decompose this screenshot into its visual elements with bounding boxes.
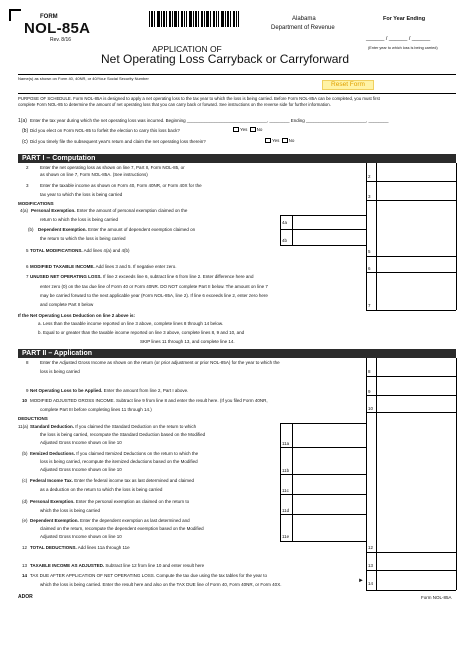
line2-rule: [366, 181, 456, 182]
part1-box-column-right: [456, 163, 457, 310]
line7-bold: UNUSED NET OPERATING LOSS.: [30, 274, 102, 279]
line3-input[interactable]: [377, 190, 456, 200]
ded-box-left: [280, 423, 281, 541]
line12-box-label: 12: [368, 545, 374, 550]
line12-bold: TOTAL DEDUCTIONS.: [30, 545, 77, 550]
q1b-no-checkbox[interactable]: [250, 127, 256, 132]
line12-num: 12: [22, 545, 28, 550]
line11c-text-1: [30, 478, 194, 483]
line13-text-rest: Subtract line 12 from line 10 and enter result here: [104, 563, 205, 568]
line5-num: 5: [26, 248, 29, 253]
q1b-yes-label: Yes: [240, 127, 248, 132]
q1c-yes-label: Yes: [272, 138, 280, 143]
name-ssn-input[interactable]: [18, 81, 456, 92]
line7-text-1: [30, 274, 253, 279]
line11a-input[interactable]: [293, 437, 366, 447]
line11c-input[interactable]: [293, 484, 366, 494]
line4a-text-2: return to which the loss is being carried: [40, 217, 119, 222]
line8-input[interactable]: [377, 366, 456, 376]
line4b-text-2: the return to which the loss is being carried: [40, 236, 126, 241]
line11b-rule: [280, 474, 366, 475]
line11c-rule: [280, 494, 366, 495]
line10-num: 10: [22, 398, 28, 403]
line11c-bold: Federal Income Tax.: [30, 478, 73, 483]
q1b-yes-checkbox[interactable]: [233, 127, 239, 132]
modifications-label: MODIFICATIONS: [18, 201, 54, 206]
line13-input[interactable]: [377, 560, 456, 570]
q1c-yes-checkbox[interactable]: [265, 138, 271, 143]
q1c-options: [264, 138, 294, 143]
line11e-rule: [280, 541, 366, 542]
q1b-no-label: No: [256, 127, 263, 132]
if-nol-skip: SKIP lines 11 through 13, and complete line 14.: [140, 339, 235, 344]
q1b-options: [232, 127, 262, 132]
if-nol-label: If the Net Operating Loss Deduction on line 2 above is:: [18, 313, 136, 318]
line9-box-label: 9: [368, 389, 371, 394]
line11d-text-2: which the loss is being carried: [40, 508, 101, 513]
if-nol-a: a. Less than the taxable income reported on line 3 above, complete lines 8 through 14 below.: [38, 321, 224, 326]
line4b-rule: [280, 245, 366, 246]
line14-box-label: 14: [368, 581, 374, 586]
line8-box-label: 8: [368, 369, 371, 374]
line5-bold: TOTAL MODIFICATIONS.: [30, 248, 83, 253]
line9-bold: Net Operating Loss to be Applied.: [30, 388, 103, 393]
mod-box-left: [280, 215, 281, 245]
line8-rule: [366, 376, 456, 377]
line11e-text-3: Adjusted Gross Income shown on line 10: [40, 534, 122, 539]
name-ssn-label: Name(s) as shown on Form 40, 40NR, or 40/Your Social Security Number: [18, 76, 149, 81]
line11b-text-1: [30, 451, 198, 456]
revision-date: Rev. 8/16: [50, 37, 72, 43]
line13-rule: [366, 570, 456, 571]
line14-text-1: TAX DUE AFTER APPLICATION OF NET OPERATING LOSS. Compute the tax due using the tax tables for the year to: [30, 573, 268, 578]
line11b-text-2: loss is being carried, recompute the itemized deductions based on the Modified: [40, 459, 198, 464]
line6-text-rest: Add lines 3 and 5. If negative enter zero.: [94, 264, 177, 269]
line11e-text-1: [30, 518, 190, 523]
line11d-rule: [280, 514, 366, 515]
line6-num: 6: [26, 264, 29, 269]
part2-box-column-right: [456, 358, 457, 590]
line11a-bold: Standard Deduction.: [30, 424, 75, 429]
department-name: Department of Revenue: [271, 25, 335, 31]
line11b-text-rest: If you claimed Itemized Deductions on the return to which the: [75, 451, 199, 456]
barcode: [148, 10, 240, 28]
line10-rule: [366, 412, 456, 413]
line2-num: 2: [26, 165, 29, 170]
form-title: Net Operating Loss Carryback or Carryforward: [101, 52, 350, 66]
line2-input[interactable]: [377, 171, 456, 181]
form-word: FORM: [40, 14, 58, 20]
line8-text-2: loss is being carried: [40, 369, 80, 374]
line11c-text-rest: Enter the federal income tax as last determined and claimed: [72, 478, 195, 483]
line11c-box-label: 11c: [282, 488, 289, 493]
corner-mark: [9, 9, 21, 21]
line9-rule: [366, 395, 456, 396]
line2-text-2: as shown on line 7, Form NOL-85A. (See instructions): [40, 172, 148, 177]
line12-text-rest: Add lines 11a through 11e: [76, 545, 130, 550]
line8-num: 8: [26, 360, 29, 365]
name-bottom-line: [18, 93, 456, 94]
line4a-num: 4(a): [20, 208, 29, 213]
line2-text-1: Enter the net operating loss as shown on line 7, Part II, Form NOL-85, or: [40, 165, 185, 170]
line11a-box-label: 11a: [282, 441, 290, 446]
line4b-input[interactable]: [293, 230, 366, 244]
q1c-text: Did you timely file the subsequent year's return and claim the net operating loss therein?: [30, 139, 206, 144]
line4a-bold: Personal Exemption.: [31, 208, 76, 213]
line7-text-3: may be carried forward to the next applicable year (Form NOL-85A, line 2). If line 6 exceeds line 2, enter zero here: [40, 293, 268, 298]
line11e-text-2: claimed on the return, recompute the dependent exemption based on the Modified: [40, 526, 204, 531]
line6-rule: [366, 272, 456, 273]
line7-input[interactable]: [377, 298, 456, 310]
line11d-num: (d): [22, 499, 28, 504]
footer-right: Form NOL-85A: [421, 595, 452, 600]
line3-text-1: Enter the taxable income as shown on Form 40, Form 40NR, or Form 40X for the: [40, 183, 202, 188]
line3-num: 3: [26, 183, 29, 188]
application-of: APPLICATION OF: [152, 44, 222, 54]
part1-box-column-left: [366, 163, 367, 310]
line7-rule: [366, 310, 456, 311]
line7-text-4: and complete Part II below: [40, 302, 94, 307]
line9-num: 9: [26, 388, 29, 393]
line11a-text-2: the loss is being carried, recompute the Standard Deduction based on the Modified: [40, 432, 206, 437]
line3-rule: [366, 200, 456, 201]
q1b-text: Did you elect on Form NOL-85 to forfeit the election to carry this loss back?: [30, 128, 180, 133]
form-number: NOL-85A: [24, 20, 91, 37]
line4a-box-label: 4a: [282, 220, 288, 225]
line4b-text-1: [38, 227, 195, 232]
year-ending-field[interactable]: ______ / ______ / ______: [366, 36, 431, 42]
line6-bold: MODIFIED TAXABLE INCOME.: [30, 264, 95, 269]
line6-input[interactable]: [377, 262, 456, 272]
line4b-bold: Dependent Exemption.: [38, 227, 87, 232]
part1-header: PART I – Computation: [18, 154, 456, 163]
part2-header: PART II – Application: [18, 349, 456, 358]
line14-rule: [366, 590, 456, 591]
q1c-label: (c): [22, 139, 28, 145]
q1c-no-checkbox[interactable]: [282, 138, 288, 143]
deductions-label: DEDUCTIONS: [18, 416, 48, 421]
line13-box-label: 13: [368, 563, 374, 568]
line6-text: [30, 264, 176, 269]
line7-text-rest: If line 2 exceeds line 6, subtract line 6 from line 2. Enter difference here and: [101, 274, 254, 279]
line9-text: [30, 388, 188, 393]
line13-bold: TAXABLE INCOME AS ADJUSTED.: [30, 563, 105, 568]
arrow-icon: ►: [358, 578, 364, 584]
line11d-text-rest: Enter the personal exemption as claimed on the return to: [74, 499, 190, 504]
ded-box-top: [280, 423, 366, 424]
line7-text-2: enter zero (0) on the tax due line of Form 40 or Form 40NR. DO NOT complete Part II below. The amount on line 7: [40, 284, 268, 289]
line11c-text-2: as a deduction on the return to which the loss is being carried: [40, 487, 163, 492]
line11e-num: (e): [22, 518, 28, 523]
line14-text-2: which the loss is being carried. Enter the result here and also on the TAX DUE line of Form 40, Form 40NR, or Form 40X.: [40, 582, 282, 587]
name-top-line: [18, 74, 456, 75]
line3-text-2: tax year to which the loss is being carried: [40, 192, 123, 197]
line11a-rule: [280, 447, 366, 448]
line9-input[interactable]: [377, 385, 456, 395]
line11e-box-label: 11e: [282, 534, 290, 539]
line13-text: [30, 563, 204, 568]
line9-text-rest: Enter the amount from line 2, Part I above.: [102, 388, 189, 393]
line4b-num: (b): [28, 227, 34, 232]
line8-text-1: Enter the Adjusted Gross Income as shown on the return (or prior adjustment or prior NOL-85A) for the year to which the: [40, 360, 280, 365]
line13-num: 13: [22, 563, 28, 568]
line11d-text-1: [30, 499, 189, 504]
line11a-text-rest: If you claimed the Standard Deduction on the return to which: [74, 424, 197, 429]
line5-text-rest: Add lines 4(a) and 4(b): [82, 248, 130, 253]
line10-text-2: complete Part III before completing lines 11 through 14.): [40, 407, 152, 412]
line11c-num: (c): [22, 478, 28, 483]
reset-form-button[interactable]: Reset Form: [322, 80, 374, 90]
line11e-bold: Dependent Exemption.: [30, 518, 79, 523]
line4b-box-label: 4b: [282, 238, 288, 243]
purpose-text-1: PURPOSE OF SCHEDULE. Form NOL-85A is designed to apply a net operating loss to the tax year to which the loss is being carried. Before Form NOL-85A can be completed, you must first: [18, 96, 380, 101]
purpose-text-2: complete Form NOL-85 to determine the amount of net operating loss that you can carry back or forward. See instructions on the reverse side for further information.: [18, 102, 331, 107]
line11a-text-3: Adjusted Gross Income shown on line 10: [40, 440, 122, 445]
line12-text: [30, 545, 130, 550]
year-ending-label: For Year Ending: [383, 16, 426, 22]
line11d-bold: Personal Exemption.: [30, 499, 75, 504]
line11d-input[interactable]: [293, 504, 366, 514]
line11a-num: 11(a): [18, 424, 29, 429]
line7-num: 7: [26, 274, 29, 279]
line11b-box-label: 11b: [282, 468, 290, 473]
footer-left: ADOR: [18, 594, 33, 600]
line10-text-1: MODIFIED ADJUSTED GROSS INCOME. Subtract line 9 from line 8 and enter the result here. (If you filed Form 40NR,: [30, 398, 268, 403]
state-name: Alabama: [292, 16, 316, 22]
line4b-text: Enter the amount of dependent exemption claimed on: [86, 227, 196, 232]
line11b-text-3: Adjusted Gross Income shown on line 10: [40, 467, 122, 472]
q1b-label: (b): [22, 128, 29, 134]
line4a-text-1: [31, 208, 187, 213]
line5-input[interactable]: [377, 246, 456, 256]
line11e-text-rest: Enter the dependent exemption as last determined and: [78, 518, 190, 523]
line5-text: [30, 248, 129, 253]
line12-rule: [366, 552, 456, 553]
line10-box-label: 10: [368, 406, 374, 411]
line4a-text: Enter the amount of personal exemption claimed on the: [75, 208, 188, 213]
line14-num: 14: [22, 573, 28, 578]
line14-input[interactable]: [377, 577, 456, 589]
line11d-box-label: 11d: [282, 508, 290, 513]
line11b-input[interactable]: [293, 464, 366, 474]
q1a-text[interactable]: Enter the tax year during which the net operating loss was incurred. Beginning ________________________________, ________ Ending ________________________, ________: [30, 118, 389, 123]
part1-box-column-mid: [376, 163, 377, 310]
line10-input[interactable]: [377, 402, 456, 412]
line5-rule: [366, 256, 456, 257]
line5-box-label: 5: [368, 249, 371, 254]
line11e-input[interactable]: [293, 530, 366, 541]
if-nol-b: b. Equal to or greater than the taxable income reported on line 3 above, complete lines 8, 9 and 10, and: [38, 330, 245, 335]
line12-input[interactable]: [377, 542, 456, 552]
year-ending-note: (Enter year to which loss is being carried): [368, 46, 438, 50]
line11b-num: (b): [22, 451, 28, 456]
line7-box-label: 7: [368, 303, 371, 308]
q1c-no-label: No: [288, 138, 295, 143]
line11b-bold: Itemized Deductions.: [30, 451, 76, 456]
q1a-label: 1(a): [18, 118, 27, 124]
line6-box-label: 6: [368, 266, 371, 271]
part2-box-column-left: [366, 358, 367, 590]
line2-box-label: 2: [368, 174, 371, 179]
line4a-input[interactable]: [293, 216, 366, 229]
line11a-text-1: [30, 424, 196, 429]
line3-box-label: 3: [368, 194, 371, 199]
